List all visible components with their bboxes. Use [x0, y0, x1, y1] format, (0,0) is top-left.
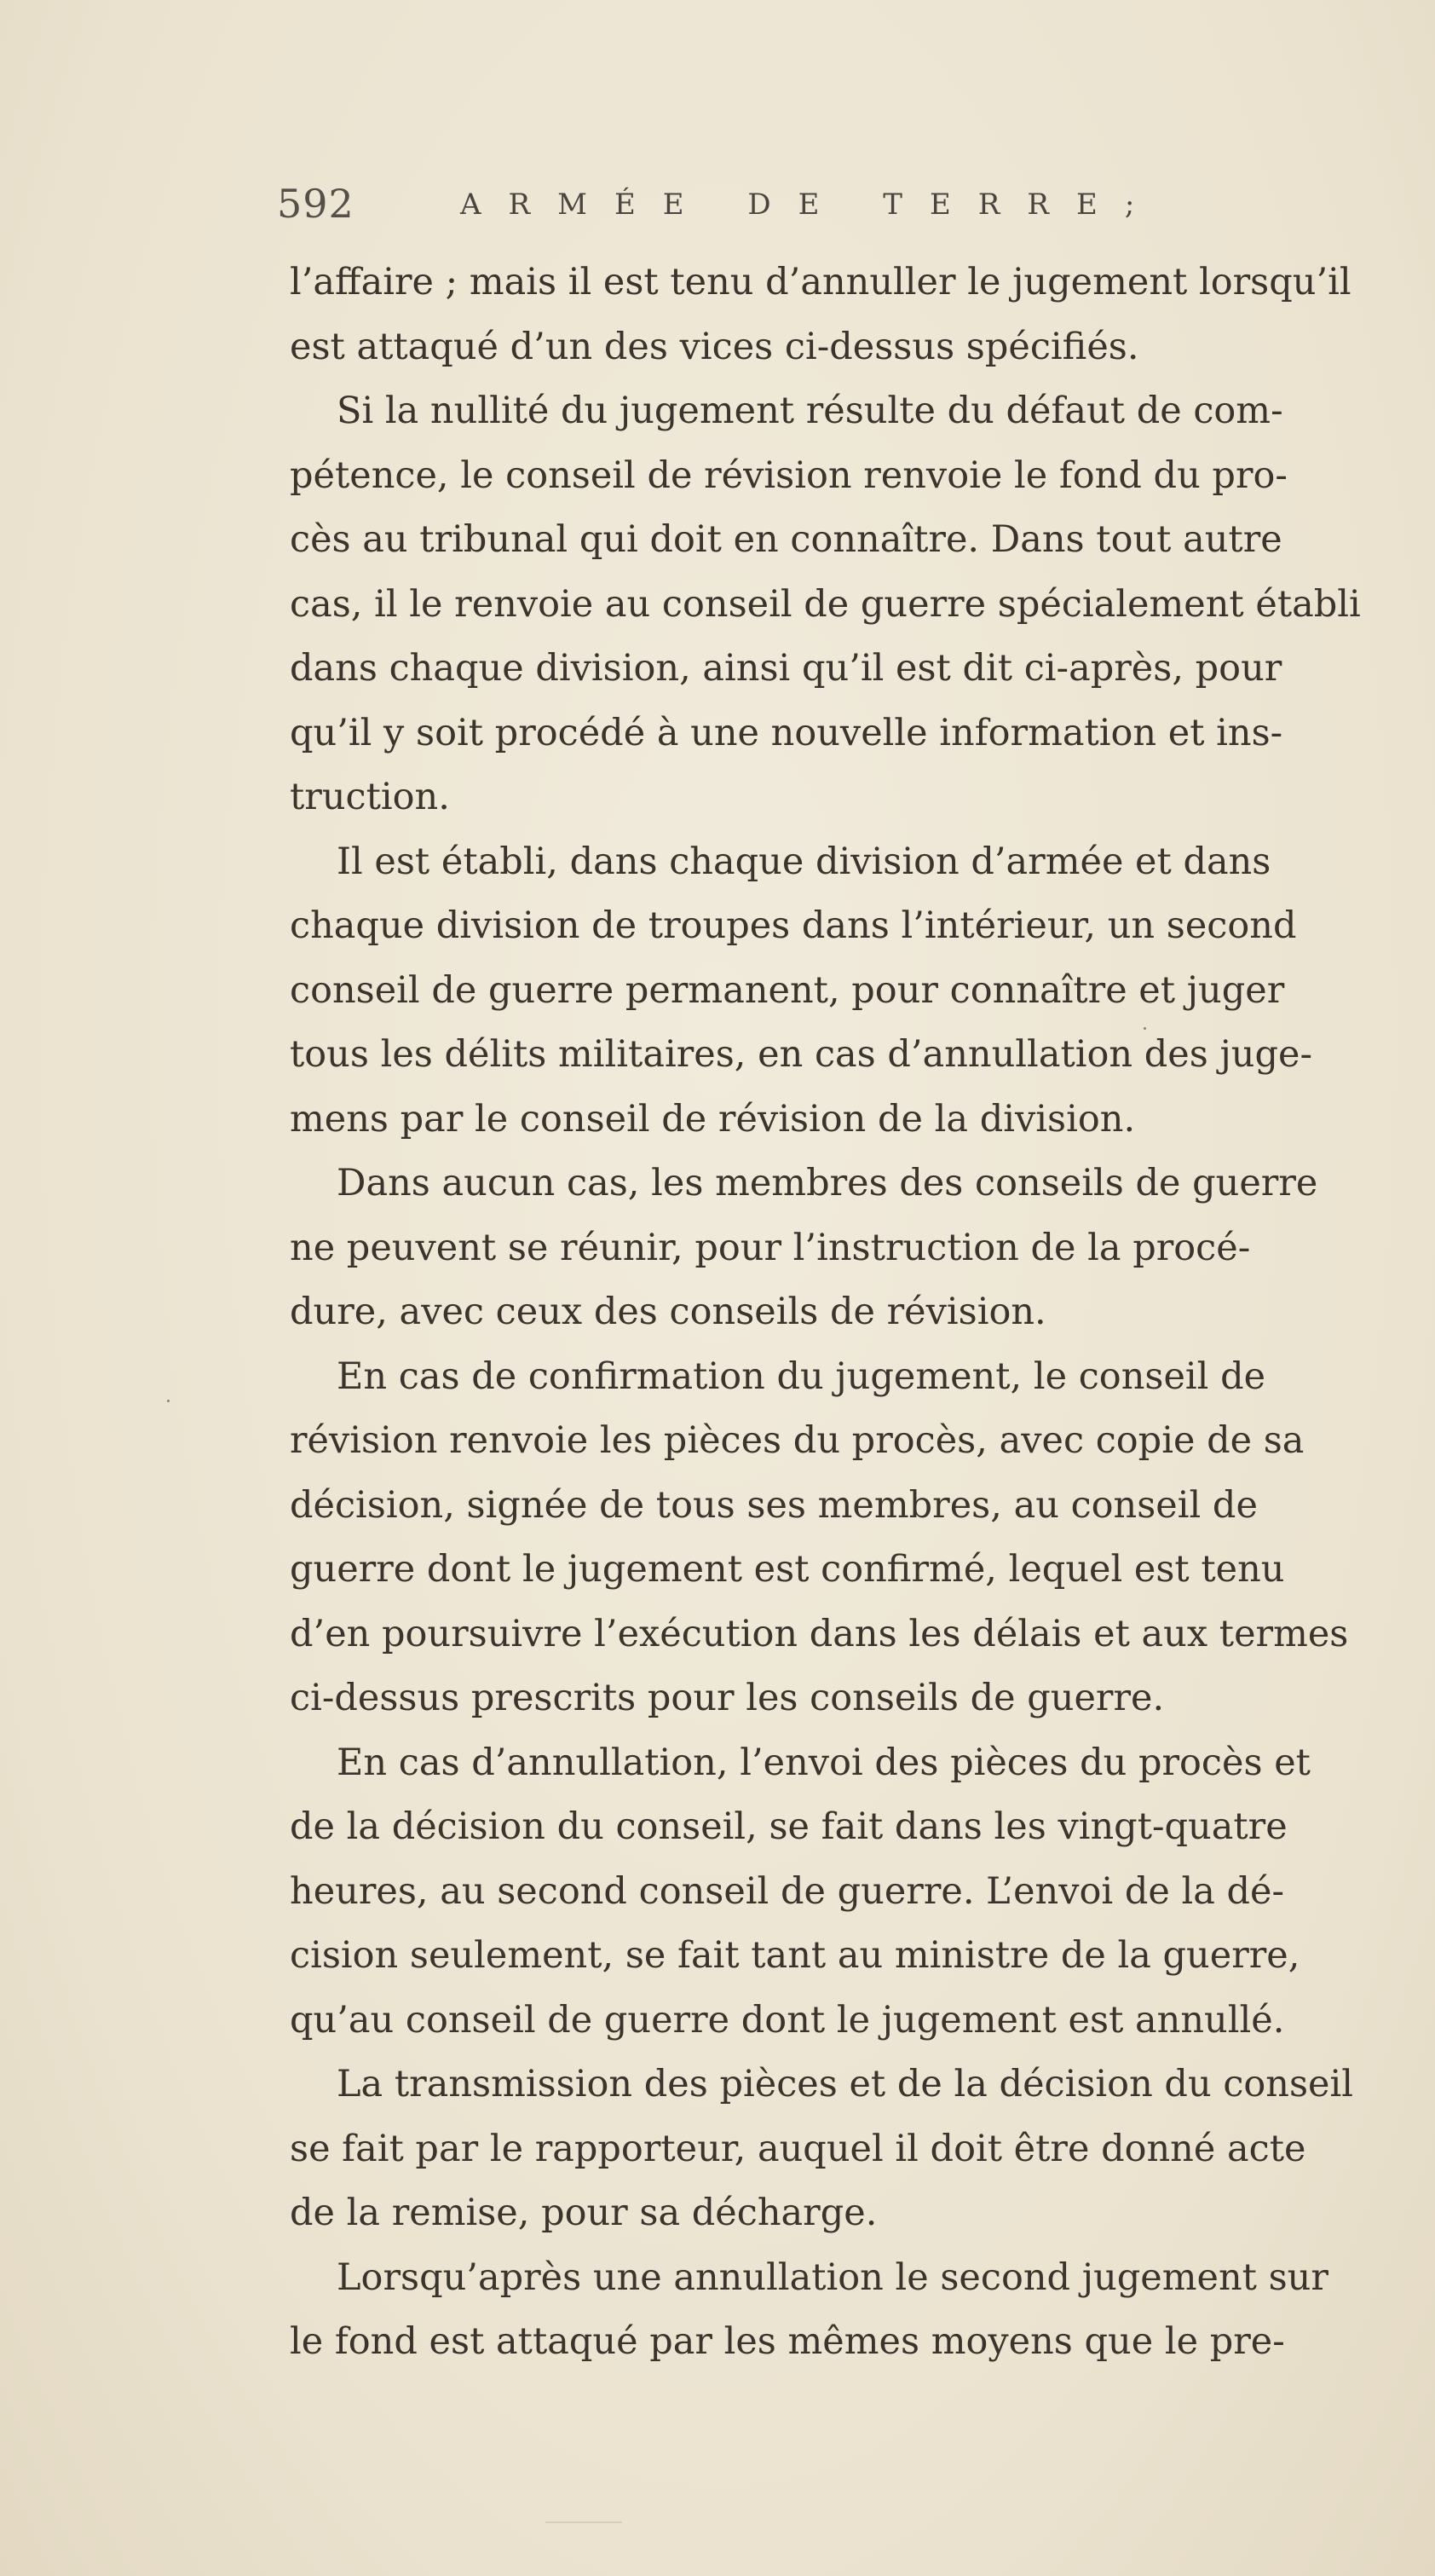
page-number: 592 — [277, 181, 354, 227]
text-line: mens par le conseil de révision de la division. — [290, 1097, 1136, 1141]
text-line: qu’il y soit procédé à une nouvelle information et ins- — [290, 711, 1283, 754]
text-line: décision, signée de tous ses membres, au conseil de — [290, 1483, 1258, 1527]
paragraph-start-line: En cas de confirmation du jugement, le conseil de — [337, 1354, 1266, 1398]
body-text — [290, 251, 1361, 2375]
text-line: ci-dessus prescrits pour les conseils de guerre. — [290, 1677, 1165, 1719]
text-line: d’en poursuivre l’exécution dans les délais et aux termes — [290, 1612, 1349, 1655]
paragraph-start-line: Il est établi, dans chaque division d’armée et dans — [337, 840, 1271, 883]
text-line: qu’au conseil de guerre dont le jugement est annullé. — [290, 1998, 1285, 2042]
paragraph-start-line: Lorsqu’après une annullation le second jugement sur — [337, 2255, 1328, 2299]
paper-speck — [1144, 1027, 1146, 1030]
text-line: cès au tribunal qui doit en connaître. Dans tout autre — [290, 518, 1282, 561]
text-line: pétence, le conseil de révision renvoie le fond du pro- — [290, 453, 1288, 497]
text-line: de la remise, pour sa décharge. — [290, 2192, 878, 2234]
text-line: le fond est attaqué par les mêmes moyens que le pre- — [290, 2320, 1285, 2363]
text-line: se fait par le rapporteur, auquel il doit être donné acte — [290, 2127, 1306, 2170]
text-line: tous les délits militaires, en cas d’annullation des juge- — [290, 1033, 1312, 1076]
text-line: dans chaque division, ainsi qu’il est dit ci-après, pour — [290, 647, 1282, 690]
text-line: truction. — [290, 776, 450, 818]
text-line: révision renvoie les pièces du procès, avec copie de sa — [290, 1419, 1305, 1462]
text-line: chaque division de troupes dans l’intérieur, un second — [290, 904, 1297, 947]
text-line: est attaqué d’un des vices ci-dessus spécifiés. — [290, 325, 1139, 368]
paragraph-start-line: En cas d’annullation, l’envoi des pièces du procès et — [337, 1741, 1311, 1784]
paper-speck — [167, 1400, 170, 1402]
running-head: ARMÉE DE TERRE; — [460, 188, 1162, 222]
text-line: l’affaire ; mais il est tenu d’annuller le jugement lorsqu’il — [290, 261, 1351, 303]
paragraph-start-line: Dans aucun cas, les membres des conseils de guerre — [337, 1162, 1318, 1204]
text-line: conseil de guerre permanent, pour connaître et juger — [290, 968, 1285, 1012]
paragraph-start-line: La transmission des pièces et de la décision du conseil — [337, 2063, 1353, 2105]
page-header — [277, 181, 1248, 232]
text-line: dure, avec ceux des conseils de révision. — [290, 1291, 1046, 1333]
text-line: cas, il le renvoie au conseil de guerre spécialement établi — [290, 582, 1361, 626]
text-line: ne peuvent se réunir, pour l’instruction de la procé- — [290, 1226, 1251, 1269]
paper-mark — [545, 2521, 622, 2523]
text-line: de la décision du conseil, se fait dans les vingt-quatre — [290, 1805, 1288, 1848]
text-line: guerre dont le jugement est confirmé, lequel est tenu — [290, 1548, 1285, 1591]
paragraph-start-line: Si la nullité du jugement résulte du défaut de com- — [337, 390, 1283, 432]
text-line: cision seulement, se fait tant au ministre de la guerre, — [290, 1934, 1300, 1977]
text-line: heures, au second conseil de guerre. L’envoi de la dé- — [290, 1869, 1285, 1913]
